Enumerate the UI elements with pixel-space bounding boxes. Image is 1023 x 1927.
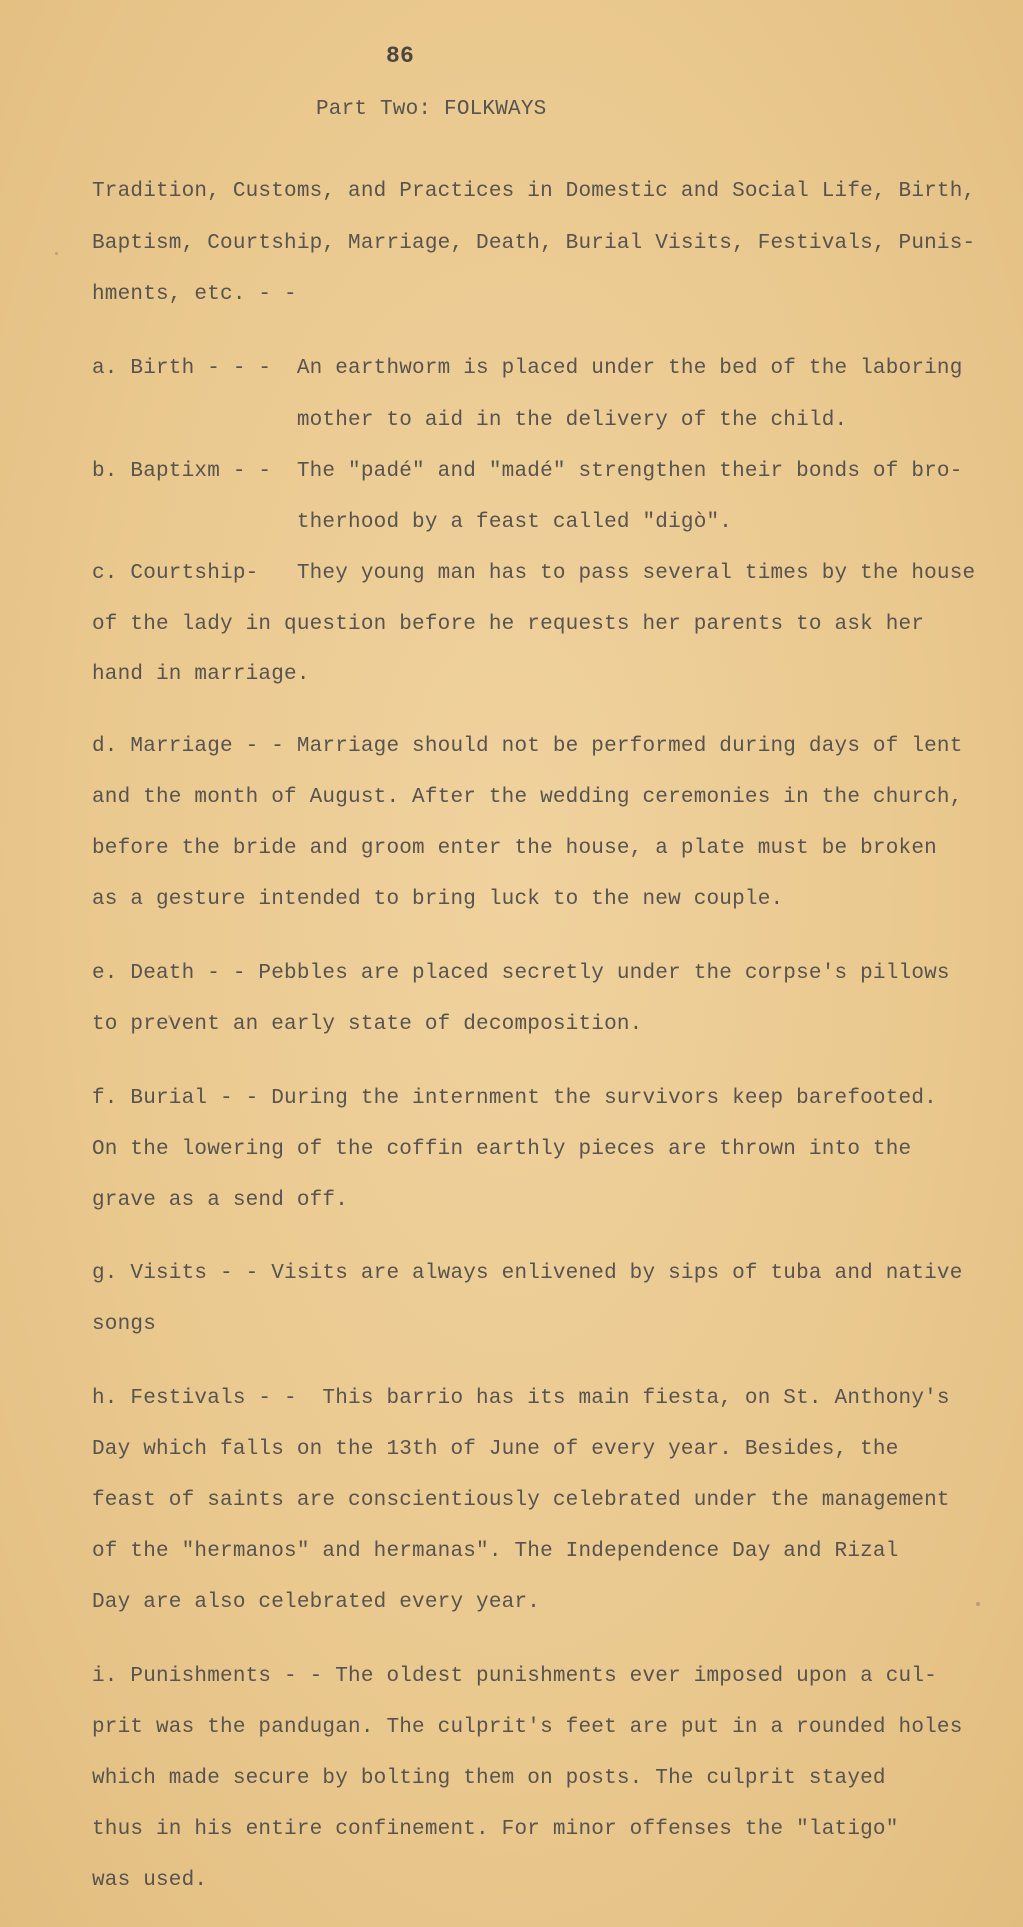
burial-line: grave as a send off. (92, 1189, 349, 1212)
festivals-line: of the "hermanos" and hermanas". The Independence Day and Rizal (92, 1540, 899, 1563)
burial-line: f. Burial - - During the internment the survivors keep barefooted. (92, 1087, 937, 1110)
punishments-line: i. Punishments - - The oldest punishments ever imposed upon a cul- (92, 1665, 937, 1688)
festivals-line: Day are also celebrated every year. (92, 1591, 541, 1614)
punishments-line: prit was the pandugan. The culprit's feet are put in a rounded holes (92, 1716, 963, 1739)
burial-line: On the lowering of the coffin earthly pieces are thrown into the (92, 1138, 912, 1161)
birth-line: mother to aid in the delivery of the child. (92, 409, 848, 432)
visits-line: g. Visits - - Visits are always enlivened by sips of tuba and native (92, 1262, 963, 1285)
punishments-line: was used. (92, 1869, 208, 1892)
death-line: e. Death - - Pebbles are placed secretly under the corpse's pillows (92, 962, 950, 985)
page-number: 86 (386, 43, 415, 69)
baptism-line: b. Baptixm - - The "padé" and "madé" strengthen their bonds of bro- (92, 460, 963, 483)
punishments-line: which made secure by bolting them on posts. The culprit stayed (92, 1767, 886, 1790)
courtship-line: of the lady in question before he requests her parents to ask her (92, 613, 925, 636)
birth-line: a. Birth - - - An earthworm is placed under the bed of the laboring (92, 357, 963, 380)
courtship-line: hand in marriage. (92, 663, 310, 686)
marriage-line: d. Marriage - - Marriage should not be performed during days of lent (92, 735, 963, 758)
intro-line: Tradition, Customs, and Practices in Domestic and Social Life, Birth, (92, 180, 976, 203)
paper-speck (976, 1602, 980, 1606)
paper-speck (55, 252, 58, 255)
marriage-line: before the bride and groom enter the house, a plate must be broken (92, 837, 937, 860)
intro-line: Baptism, Courtship, Marriage, Death, Burial Visits, Festivals, Punis- (92, 232, 976, 255)
festivals-line: feast of saints are conscientiously celebrated under the management (92, 1489, 950, 1512)
punishments-line: thus in his entire confinement. For minor offenses the "latigo" (92, 1818, 899, 1841)
visits-line: songs (92, 1313, 157, 1336)
courtship-line: c. Courtship- They young man has to pass several times by the house (92, 562, 976, 585)
death-line: to prevent an early state of decomposition. (92, 1013, 643, 1036)
baptism-line: therhood by a feast called "digò". (92, 511, 733, 534)
marriage-line: and the month of August. After the wedding ceremonies in the church, (92, 786, 963, 809)
part-title: Part Two: FOLKWAYS (316, 98, 547, 121)
intro-line: hments, etc. - - (92, 283, 297, 306)
festivals-line: h. Festivals - - This barrio has its main fiesta, on St. Anthony's (92, 1387, 950, 1410)
festivals-line: Day which falls on the 13th of June of every year. Besides, the (92, 1438, 899, 1461)
marriage-line: as a gesture intended to bring luck to the new couple. (92, 888, 784, 911)
